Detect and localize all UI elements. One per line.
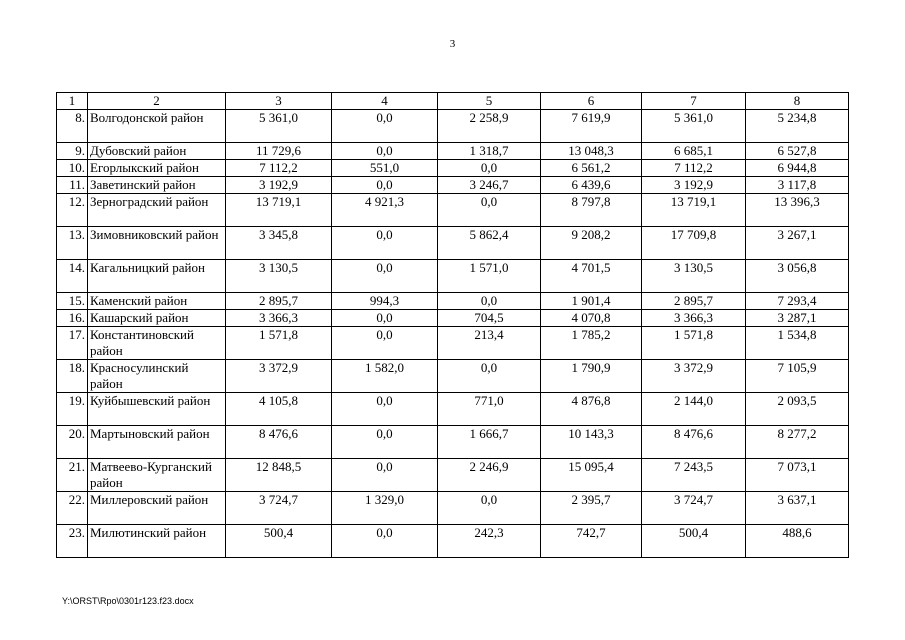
row-number: 20.	[57, 426, 88, 459]
file-path-footer: Y:\ORST\Rpo\0301r123.f23.docx	[62, 596, 194, 606]
row-number: 23.	[57, 525, 88, 558]
value-cell: 0,0	[332, 393, 438, 426]
value-cell: 0,0	[438, 160, 541, 177]
value-cell: 994,3	[332, 293, 438, 310]
value-cell: 771,0	[438, 393, 541, 426]
table-body	[57, 93, 849, 558]
value-cell: 6 944,8	[746, 160, 849, 177]
row-number: 14.	[57, 260, 88, 293]
value-cell: 500,4	[226, 525, 332, 558]
column-header: 7	[642, 93, 746, 110]
value-cell: 0,0	[332, 227, 438, 260]
value-cell: 488,6	[746, 525, 849, 558]
district-name: Заветинский район	[88, 177, 226, 194]
header-row	[57, 93, 849, 110]
value-cell: 4 070,8	[541, 310, 642, 327]
value-cell: 242,3	[438, 525, 541, 558]
district-name: Егорлыкский район	[88, 160, 226, 177]
value-cell: 2 258,9	[438, 110, 541, 143]
value-cell: 0,0	[332, 260, 438, 293]
table-row	[57, 143, 849, 160]
value-cell: 0,0	[332, 177, 438, 194]
value-cell: 0,0	[438, 194, 541, 227]
value-cell: 3 056,8	[746, 260, 849, 293]
column-header: 5	[438, 93, 541, 110]
district-name: Кашарский район	[88, 310, 226, 327]
value-cell: 3 345,8	[226, 227, 332, 260]
value-cell: 3 192,9	[642, 177, 746, 194]
row-number: 17.	[57, 327, 88, 360]
table-row	[57, 177, 849, 194]
value-cell: 4 876,8	[541, 393, 642, 426]
value-cell: 500,4	[642, 525, 746, 558]
row-number: 15.	[57, 293, 88, 310]
table-row	[57, 393, 849, 426]
value-cell: 6 439,6	[541, 177, 642, 194]
value-cell: 3 637,1	[746, 492, 849, 525]
value-cell: 213,4	[438, 327, 541, 360]
value-cell: 1 571,8	[226, 327, 332, 360]
value-cell: 1 534,8	[746, 327, 849, 360]
value-cell: 0,0	[332, 525, 438, 558]
value-cell: 2 093,5	[746, 393, 849, 426]
value-cell: 2 246,9	[438, 459, 541, 492]
district-name: Кагальницкий район	[88, 260, 226, 293]
value-cell: 3 267,1	[746, 227, 849, 260]
value-cell: 13 719,1	[642, 194, 746, 227]
row-number: 13.	[57, 227, 88, 260]
row-number: 12.	[57, 194, 88, 227]
value-cell: 4 701,5	[541, 260, 642, 293]
value-cell: 1 901,4	[541, 293, 642, 310]
row-number: 21.	[57, 459, 88, 492]
district-name: Зерноградский район	[88, 194, 226, 227]
value-cell: 3 724,7	[226, 492, 332, 525]
column-header: 8	[746, 93, 849, 110]
column-header: 3	[226, 93, 332, 110]
value-cell: 0,0	[332, 310, 438, 327]
district-name: Волгодонской район	[88, 110, 226, 143]
value-cell: 3 130,5	[226, 260, 332, 293]
row-number: 9.	[57, 143, 88, 160]
value-cell: 3 130,5	[642, 260, 746, 293]
value-cell: 9 208,2	[541, 227, 642, 260]
value-cell: 1 329,0	[332, 492, 438, 525]
table-row	[57, 260, 849, 293]
value-cell: 0,0	[332, 426, 438, 459]
row-number: 16.	[57, 310, 88, 327]
value-cell: 2 895,7	[642, 293, 746, 310]
district-name: Миллеровский район	[88, 492, 226, 525]
row-number: 10.	[57, 160, 88, 177]
value-cell: 4 105,8	[226, 393, 332, 426]
row-number: 22.	[57, 492, 88, 525]
row-number: 18.	[57, 360, 88, 393]
table-row	[57, 360, 849, 393]
district-name: Дубовский район	[88, 143, 226, 160]
table-row	[57, 492, 849, 525]
value-cell: 5 361,0	[642, 110, 746, 143]
table-row	[57, 525, 849, 558]
row-number: 8.	[57, 110, 88, 143]
district-name: Мартыновский район	[88, 426, 226, 459]
value-cell: 704,5	[438, 310, 541, 327]
value-cell: 3 117,8	[746, 177, 849, 194]
value-cell: 3 372,9	[226, 360, 332, 393]
value-cell: 2 395,7	[541, 492, 642, 525]
value-cell: 1 318,7	[438, 143, 541, 160]
value-cell: 8 277,2	[746, 426, 849, 459]
value-cell: 7 112,2	[642, 160, 746, 177]
value-cell: 5 234,8	[746, 110, 849, 143]
district-name: Матвеево-Курганский район	[88, 459, 226, 492]
value-cell: 0,0	[438, 293, 541, 310]
value-cell: 3 366,3	[642, 310, 746, 327]
value-cell: 7 619,9	[541, 110, 642, 143]
value-cell: 3 724,7	[642, 492, 746, 525]
table-row	[57, 426, 849, 459]
value-cell: 551,0	[332, 160, 438, 177]
value-cell: 3 246,7	[438, 177, 541, 194]
value-cell: 0,0	[332, 110, 438, 143]
value-cell: 1 666,7	[438, 426, 541, 459]
value-cell: 7 112,2	[226, 160, 332, 177]
district-name: Красносулинский район	[88, 360, 226, 393]
district-name: Зимовниковский район	[88, 227, 226, 260]
value-cell: 0,0	[438, 360, 541, 393]
district-name: Каменский район	[88, 293, 226, 310]
value-cell: 2 895,7	[226, 293, 332, 310]
column-header: 6	[541, 93, 642, 110]
value-cell: 3 192,9	[226, 177, 332, 194]
page-number: 3	[449, 38, 456, 50]
district-name: Куйбышевский район	[88, 393, 226, 426]
value-cell: 0,0	[332, 327, 438, 360]
value-cell: 0,0	[438, 492, 541, 525]
value-cell: 13 396,3	[746, 194, 849, 227]
table-row	[57, 310, 849, 327]
value-cell: 6 527,8	[746, 143, 849, 160]
value-cell: 3 366,3	[226, 310, 332, 327]
column-header: 1	[57, 93, 88, 110]
value-cell: 15 095,4	[541, 459, 642, 492]
value-cell: 11 729,6	[226, 143, 332, 160]
value-cell: 17 709,8	[642, 227, 746, 260]
value-cell: 1 790,9	[541, 360, 642, 393]
table-row	[57, 327, 849, 360]
value-cell: 5 361,0	[226, 110, 332, 143]
value-cell: 0,0	[332, 459, 438, 492]
value-cell: 13 719,1	[226, 194, 332, 227]
district-name: Милютинский район	[88, 525, 226, 558]
value-cell: 3 287,1	[746, 310, 849, 327]
row-number: 19.	[57, 393, 88, 426]
table-row	[57, 293, 849, 310]
data-table	[56, 92, 849, 558]
value-cell: 10 143,3	[541, 426, 642, 459]
table-row	[57, 194, 849, 227]
value-cell: 8 476,6	[642, 426, 746, 459]
value-cell: 5 862,4	[438, 227, 541, 260]
value-cell: 13 048,3	[541, 143, 642, 160]
value-cell: 1 785,2	[541, 327, 642, 360]
value-cell: 1 582,0	[332, 360, 438, 393]
value-cell: 6 685,1	[642, 143, 746, 160]
table-row	[57, 459, 849, 492]
value-cell: 8 476,6	[226, 426, 332, 459]
value-cell: 12 848,5	[226, 459, 332, 492]
column-header: 2	[88, 93, 226, 110]
value-cell: 3 372,9	[642, 360, 746, 393]
value-cell: 1 571,8	[642, 327, 746, 360]
value-cell: 2 144,0	[642, 393, 746, 426]
table-row	[57, 160, 849, 177]
value-cell: 8 797,8	[541, 194, 642, 227]
value-cell: 6 561,2	[541, 160, 642, 177]
table-row	[57, 110, 849, 143]
value-cell: 742,7	[541, 525, 642, 558]
column-header: 4	[332, 93, 438, 110]
value-cell: 7 073,1	[746, 459, 849, 492]
value-cell: 4 921,3	[332, 194, 438, 227]
district-name: Константиновский район	[88, 327, 226, 360]
value-cell: 1 571,0	[438, 260, 541, 293]
value-cell: 7 105,9	[746, 360, 849, 393]
table-row	[57, 227, 849, 260]
value-cell: 7 243,5	[642, 459, 746, 492]
value-cell: 0,0	[332, 143, 438, 160]
value-cell: 7 293,4	[746, 293, 849, 310]
row-number: 11.	[57, 177, 88, 194]
